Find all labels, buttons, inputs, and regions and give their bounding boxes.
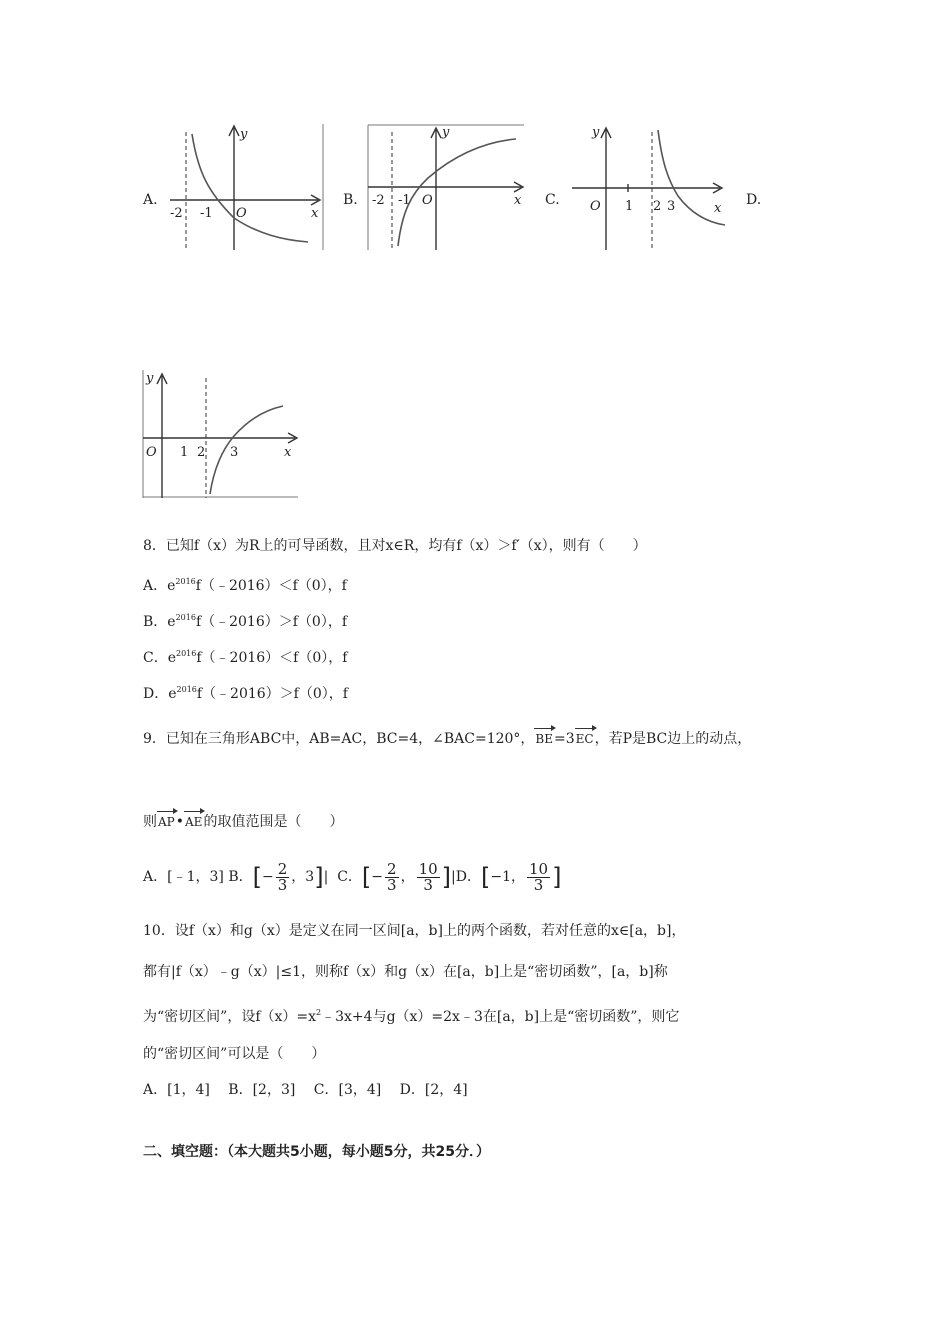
vector-be: BE: [535, 732, 553, 746]
section-2-heading: 二、填空题：（本大题共5小题，每小题5分，共25分．）: [143, 1144, 490, 1160]
q9-option-c: C．: [337, 869, 362, 885]
graph-b-ylabel: y: [442, 125, 450, 140]
option-b-label: B.: [343, 192, 358, 208]
graph-d-tick-3: 3: [230, 445, 239, 460]
graph-a-tick-neg1: -1: [200, 206, 213, 221]
graph-d-origin: O: [146, 445, 157, 460]
graph-a-xlabel: x: [311, 206, 319, 221]
q9-stem-line1: 9．已知在三角形ABC中，AB=AC，BC=4，∠BAC=120°，BE=3EC，若P是BC边上的动点，: [143, 731, 752, 747]
graph-a: [168, 122, 328, 252]
vector-ae: AE: [185, 815, 203, 829]
q10-line2: 都有|f（x）﹣g（x）|≤1，则称f（x）和g（x）在[a，b]上是“密切函数”，[a，b]称: [143, 964, 668, 980]
q8-stem: 8．已知f（x）为R上的可导函数，且对x∈R，均有f（x）＞f′（x），则有（ ）: [143, 538, 647, 554]
q9-options: A．[﹣1，3] B．[− $\frac{2}{3}$ ，3]| C．[− $\frac{2}{3}$ ， $\frac{10}{3}$ ]|D．[−1， $\frac{10}{3}$ ]: [143, 859, 562, 894]
graph-b-tick-neg2: -2: [372, 193, 385, 208]
q8-option-d: D．$e^{2016}f(﹣2016)>f(0)$，f: [143, 685, 348, 702]
graph-b-origin: O: [422, 193, 433, 208]
vector-ec: EC: [575, 732, 594, 746]
graph-a-origin: O: [236, 206, 247, 221]
graph-c-xlabel: x: [714, 201, 722, 216]
q10-options: A．[1，4] B．[2，3] C．[3，4] D．[2，4]: [143, 1082, 468, 1098]
option-a-label: A.: [143, 192, 158, 208]
graph-c-tick-1: 1: [625, 199, 634, 214]
graph-c-ylabel: y: [592, 125, 600, 140]
graph-c-tick-3: 3: [667, 199, 676, 214]
q10-line4: 的“密切区间”可以是（ ）: [143, 1046, 326, 1062]
q8-option-a: A．$e^{2016}f(﹣2016)<f(0)$，f: [143, 577, 347, 594]
graph-a-tick-neg2: -2: [170, 206, 183, 221]
graph-c-tick-2: 2: [653, 199, 662, 214]
graph-c: [570, 122, 730, 252]
graph-d: [140, 368, 302, 500]
graph-a-ylabel: y: [240, 127, 248, 142]
q8-option-b: B．$e^{2016}f(﹣2016)>f(0)$，f: [143, 613, 348, 630]
graph-d-tick-2: 2: [197, 445, 206, 460]
vector-ap: AP: [158, 815, 175, 829]
graph-d-ylabel: y: [146, 371, 154, 386]
q9-stem-line2: 则AP•AE的取值范围是（ ）: [143, 814, 344, 830]
graph-b: [366, 122, 526, 252]
q10-line1: 10．设f（x）和g（x）是定义在同一区间[a，b]上的两个函数，若对任意的x∈[a，b]，: [143, 923, 686, 939]
q10-line3: 为“密切区间”，设$f(x)=x^2﹣3x+4$与g（x）=2x﹣3在[a，b]上是“密切函数”，则它: [143, 1008, 680, 1025]
graph-c-origin: O: [590, 199, 601, 214]
graph-b-xlabel: x: [514, 193, 522, 208]
q9-option-a: A．[﹣1，3]: [143, 869, 224, 885]
q9-option-d: D．: [455, 869, 481, 885]
option-c-label: C.: [545, 192, 560, 208]
option-d-label: D.: [746, 192, 762, 208]
q8-option-c: C．$e^{2016}f(﹣2016)<f(0)$，f: [143, 649, 348, 666]
graph-d-tick-1: 1: [180, 445, 189, 460]
graph-d-xlabel: x: [284, 445, 292, 460]
q9-option-b: B．: [228, 869, 253, 885]
graph-b-tick-neg1: -1: [398, 193, 411, 208]
